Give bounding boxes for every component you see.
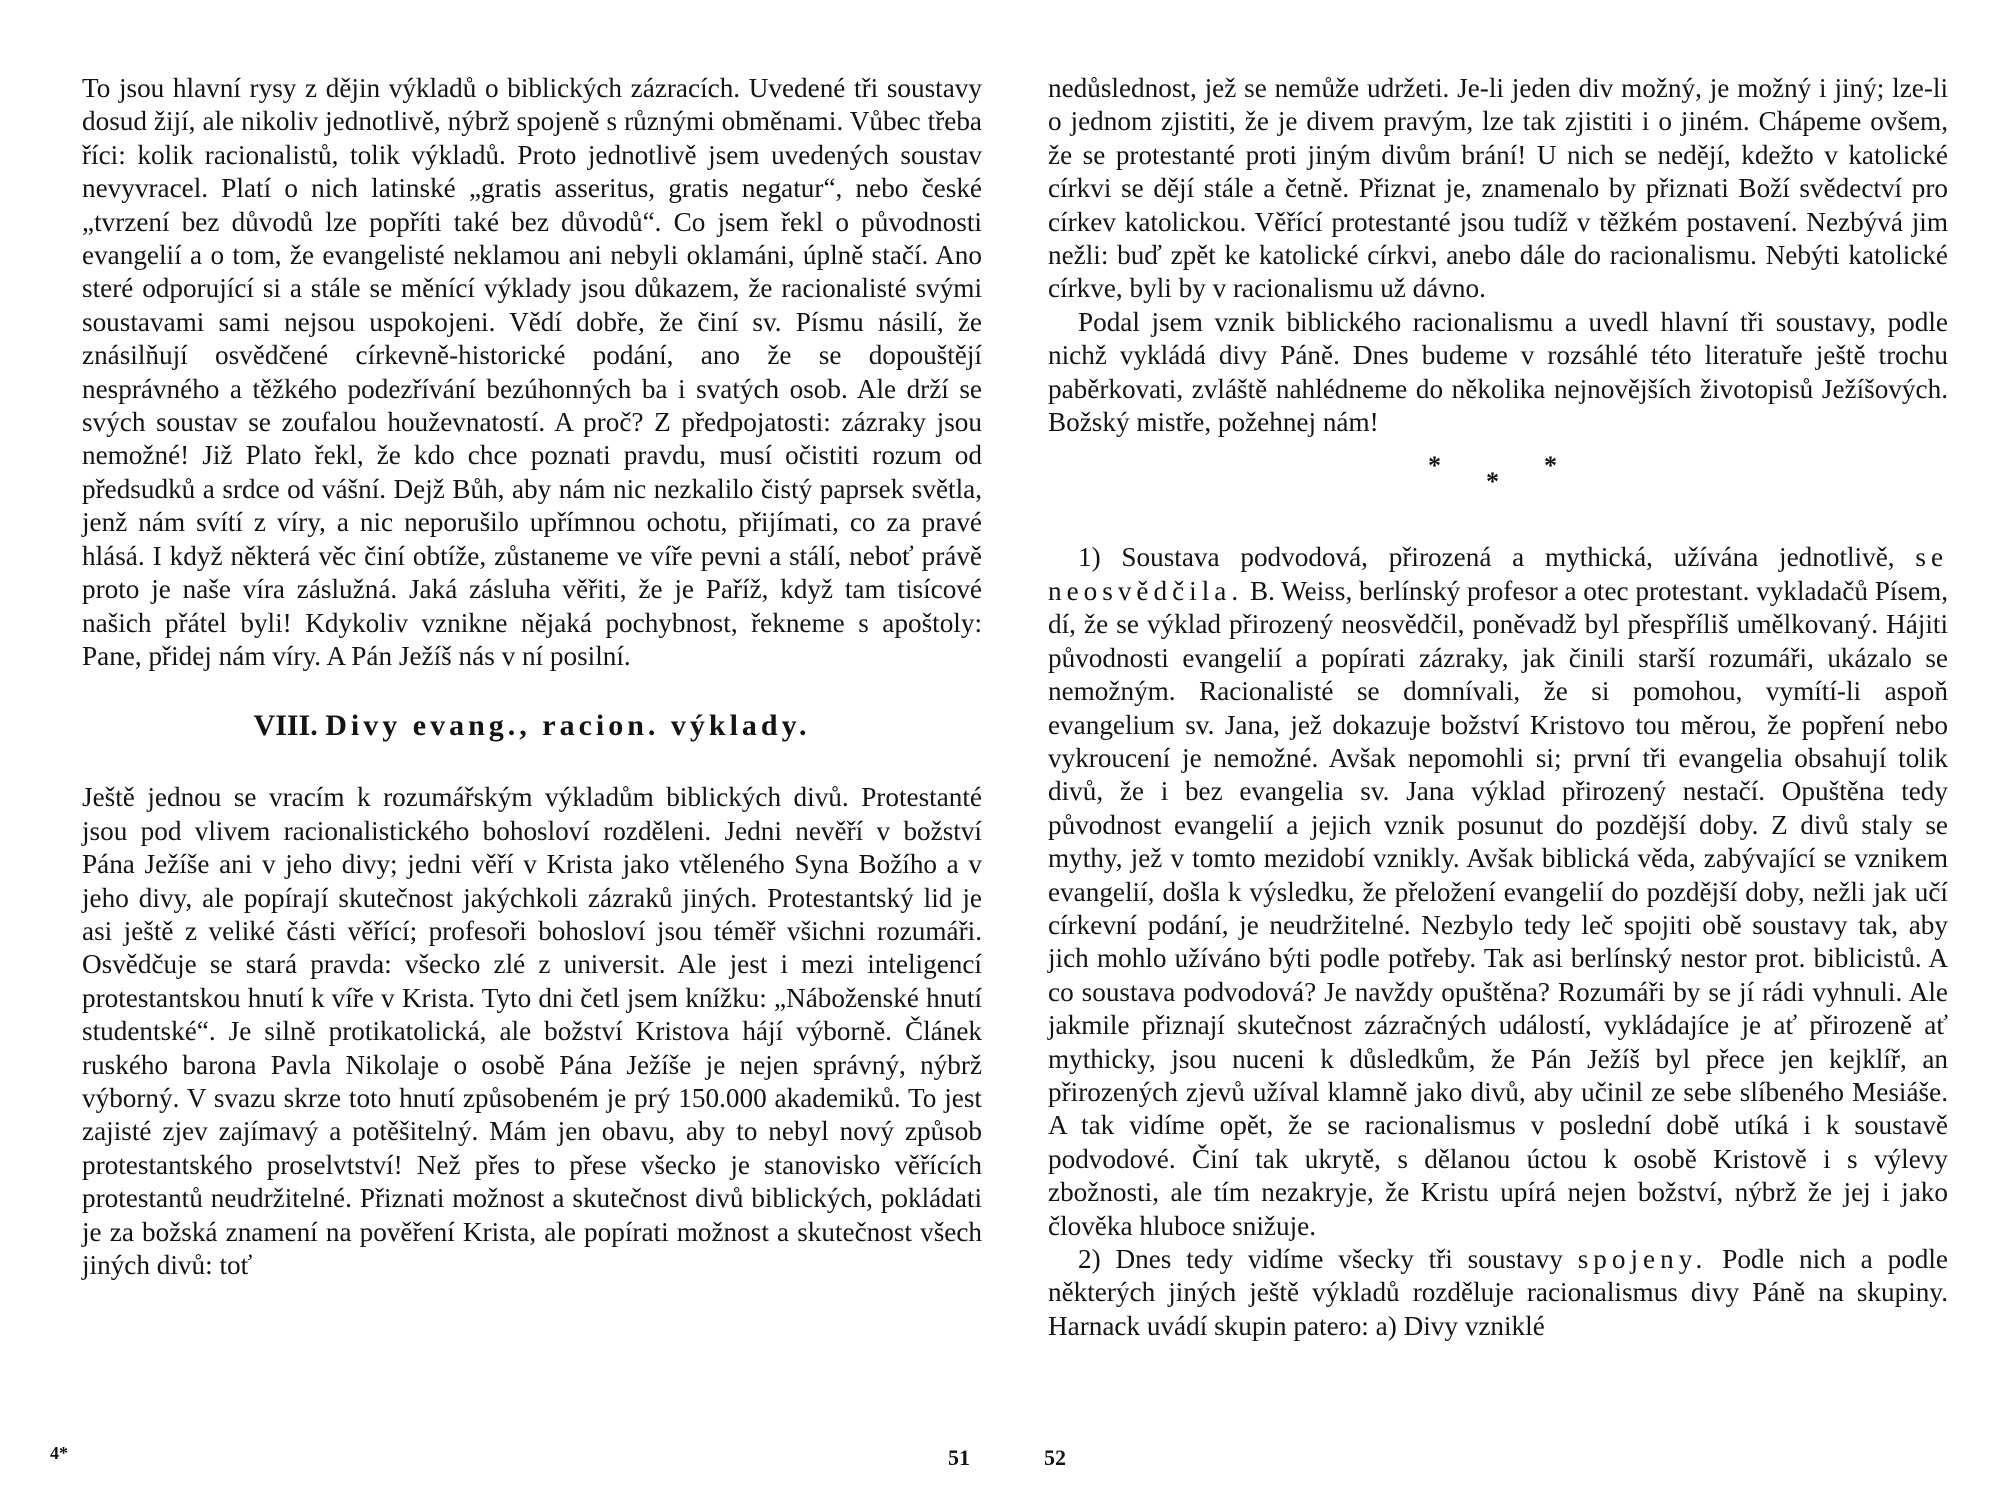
para4-start: 2) Dnes tedy vidíme všecky tři soustavy	[1078, 1244, 1563, 1274]
chapter-title: Divy evang., racion. výklady.	[325, 709, 811, 743]
page-number-left: 51	[948, 1445, 970, 1470]
section-divider	[1048, 449, 1948, 505]
asterisk-1: *	[1428, 451, 1441, 481]
asterisk-2: *	[1486, 467, 1499, 497]
right-paragraph-4	[1048, 1243, 1948, 1343]
para3-emphasis: se neosvědčila.	[1048, 542, 1949, 606]
left-page	[82, 72, 982, 1282]
para3-rest: B. Weiss, berlínský profesor a otec protestant. vykladačů Písem, dí, že se výklad přirozený neosvědčil, poněvadž byl přespříliš umělkovaný. Hájiti původnosti evangelií a popírati zázraky, jak činili starší rozumáři, ukázalo se nemožným. Racionalisté se domnívali, že si pomohou, vymítí-li aspoň evangelium sv. Jana, jež dokazuje božství Kristovo tou měrou, že popření nebo vykroucení je nemožné. Avšak nepomohli si; první tři evangelia obsahují tolik divů, že i bez evangelia sv. Jana výklad přirozený nestačí. Opuštěna tedy původnost evangelií a jejich vznik posunut do pozdější doby. Z divů staly se mythy, jež v tomto mezidobí vznikly. Avšak biblická věda, zabývající se vznikem evangelií, došla k výsledku, že přeložení evangelií do pozdější doby, nežli jak učí církevní podání, je neudržitelné. Nezbylo tedy leč spojiti obě soustavy tak, aby jich mohlo užíváno býti podle potřeby. Tak asi berlínský nestor prot. biblicistů. A co soustava podvodová? Je navždy opuštěna? Rozumáři by se jí rádi vyhnuli. Ale jakmile přiznají skutečnost zázračných událostí, vykládajíce je ať přirozeně ať mythicky, jsou nuceni k důsledkům, že Pán Ježíš byl přece jen kejklíř, an přirozených zjevů užíval klamně jako divů, aby učinil ze sebe slíbeného Mesiáše. A tak vidíme opět, že se racionalismus v poslední době utíká i k soustavě podvodové. Činí tak ukrytě, s dělanou úctou k osobě Kristově i s výlevy zbožnosti, ale tím nezakryje, že Kristu upírá nejen božství, nýbrž že jej i jako člověka hluboce snižuje.	[1048, 575, 1949, 1241]
chapter-number: VIII.	[253, 709, 318, 743]
right-paragraph-1: nedůslednost, jež se nemůže udržeti. Je-li jeden div možný, je možný i jiný; lze-li o jednom zjistiti, že je divem pravým, lze tak zjistiti i o jiném. Chápeme ovšem, že se protestanté proti jiným divům brání! U nich se nedějí, kdežto v katolické církvi se dějí stále a četně. Přiznat je, znamenalo by přiznati Boží svědectví pro církev katolickou. Věřící protestanté jsou tudíž v těžkém postavení. Nezbývá jim nežli: buď zpět ke katolické církvi, anebo dále do racionalismu. Nebýti katolické církve, byli by v racionalismu už dávno.	[1048, 73, 1948, 304]
asterisk-3: *	[1544, 451, 1557, 481]
left-paragraph-2: Ještě jednou se vracím k rozumářským výkladům biblických divů. Protestanté jsou pod vlivem racionalistického bohosloví rozděleni. Jedni nevěří v božství Pána Ježíše ani v jeho divy; jedni věří v Krista jako vtěleného Syna Božího a v jeho divy, ale popírají skutečnost jakýchkoli zázraků jiných. Protestantský lid je asi ještě z veliké části věřící; profesoři bohosloví jsou téměř všichni rozumáři. Osvědčuje se stará pravda: všecko zlé z universit. Ale jest i mezi inteligencí protestantskou hnutí k víře v Krista. Tyto dni četl jsem knížku: „Náboženské hnutí studentské“. Je silně protikatolická, ale božství Kristova hájí výborně. Článek ruského barona Pavla Nikolaje o osobě Pána Ježíše je nejen správný, nýbrž výborný. V svazu skrze toto hnutí způsobeném je prý 150.000 akademiků. To jest zajisté zjev zajímavý a potěšitelný. Mám jen obavu, aby to nebyl nový způsob protestantského proselvtství! Než přes to přese všecko je stanovisko věřících protestantů neudržitelné. Přiznati možnost a skutečnost divů biblických, pokládati je za božská znamení na pověření Krista, ale popírati možnost a skutečnost všech jiných divů: toť	[82, 782, 982, 1280]
right-page	[1048, 72, 1948, 1343]
left-paragraph-1: To jsou hlavní rysy z dějin výkladů o biblických zázracích. Uvedené tři soustavy dosud žijí, ale nikoliv jednotlivě, nýbrž spojeně s různými obměnami. Vůbec třeba říci: kolik racionalistů, tolik výkladů. Proto jednotlivě jsem uvedených soustav nevyvracel. Platí o nich latinské „gratis asseritus, gratis negatur“, nebo české „tvrzení bez důvodů lze popříti také bez důvodů“. Co jsem řekl o původnosti evangelií a o tom, že evangelisté neklamou ani nebyli oklamáni, úplně stačí. Ano steré odporující si a stále se měnící výklady jsou důkazem, že racionalisté svými soustavami sami nejsou uspokojeni. Vědí dobře, že činí sv. Písmu násilí, že znásilňují osvědčené církevně-historické podání, ano že se dopouštějí nesprávného a těžkého podezřívání bezúhonných ba i svatých osob. Ale drží se svých soustav se zoufalou houževnatostí. A proč? Z předpojatosti: zázraky jsou nemožné! Již Plato řekl, že kdo chce poznati pravdu, musí očistiti rozum od předsudků a srdce od vášní. Dejž Bůh, aby nám nic nezkalilo čistý paprsek světla, jenž nám svítí z víry, a nic neporušilo upřímnou ochotu, přijímati, co za pravé hlásá. I když některá věc činí obtíže, zůstaneme ve víře pevni a stálí, neboť právě proto je naše víra záslužná. Jaká zásluha věřiti, že je Paříž, když tam tisícové našich přátel byli! Kdykoliv vznikne nějaká pochybnost, řekneme s apoštoly: Pane, přidej nám víry. A Pán Ježíš nás v ní posilní.	[82, 73, 982, 671]
page-number-right: 52	[1044, 1445, 1066, 1470]
para3-start: 1) Soustava podvodová, přirozená a mythická, užívána jednotlivě,	[1078, 542, 1895, 573]
para4-emphasis: spojeny.	[1577, 1244, 1708, 1274]
right-paragraph-3	[1048, 541, 1948, 1243]
chapter-heading	[82, 709, 982, 743]
signature-mark: 4*	[50, 1443, 68, 1463]
para4-rest: Podle nich a podle některých jiných ještě výkladů rozděluje racionalismus divy Páně na skupiny. Harnack uvádí skupin patero: a) Divy vzniklé	[1048, 1244, 1949, 1341]
right-paragraph-2: Podal jsem vznik biblického racionalismu a uvedl hlavní tři soustavy, podle nichž vykládá divy Páně. Dnes budeme v rozsáhlé této literatuře ještě trochu paběrkovati, zvláště nahlédneme do několika nejnovějších životopisů Ježíšových. Božský mistře, požehnej nám!	[1048, 306, 1948, 438]
